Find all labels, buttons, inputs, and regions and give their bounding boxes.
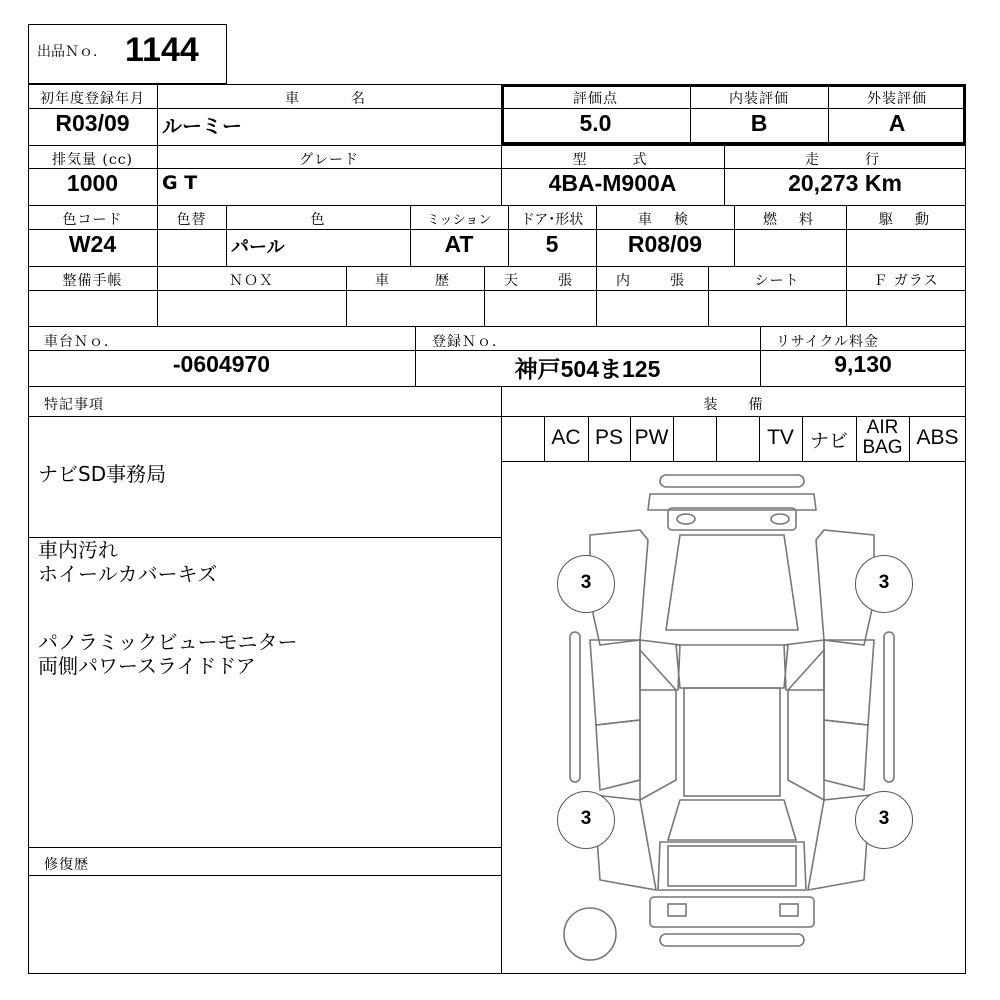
lot-number: 1144 — [125, 31, 199, 69]
exterior-score-value: A — [888, 110, 906, 136]
equipment-ps: PS — [594, 426, 623, 449]
exterior-score-label: 外装評価 — [867, 91, 927, 107]
equipment-navi: ナビ — [809, 430, 848, 452]
equipment-label: 装 備 — [703, 397, 764, 413]
roof-label: 天 張 — [504, 273, 576, 289]
note-line: ホイールカバーキズ — [38, 562, 218, 586]
car-name-value: ルーミー — [162, 114, 242, 138]
drive-label: 駆 動 — [879, 212, 933, 228]
displacement-value: 1000 — [66, 170, 119, 196]
grade-label: グレード — [299, 152, 359, 168]
lot-number-label: 出品Ｎｏ． — [37, 44, 107, 60]
recycle-fee-label: リサイクル料金 — [776, 334, 880, 350]
tire-front-left-value: 3 — [580, 572, 592, 593]
service-book-label: 整備手帳 — [62, 273, 123, 289]
displacement-label: 排気量 (cc) — [51, 152, 134, 168]
equipment-airbag: AIR BAG — [862, 417, 903, 458]
note-line: 車内汚れ — [38, 538, 118, 562]
equipment-ac: AC — [551, 426, 581, 449]
interior-trim-label: 内 張 — [616, 273, 688, 289]
tire-rear-left — [557, 791, 615, 849]
first-reg-value: R03/09 — [55, 110, 130, 136]
registration-value: 神戸504ま125 — [514, 356, 661, 382]
equipment-abs: ABS — [916, 426, 959, 449]
score-label: 評価点 — [573, 91, 618, 107]
tire-front-left — [557, 555, 615, 613]
chassis-label: 車台Ｎｏ． — [44, 334, 119, 350]
inspection-value: R08/09 — [627, 231, 703, 257]
repaint-label: 色替 — [176, 212, 207, 228]
notes-label: 特記事項 — [44, 397, 104, 413]
note-line: パノラミックビューモニター — [38, 630, 298, 654]
interior-score-value: B — [750, 110, 768, 136]
note-line: 両側パワースライドドア — [38, 654, 256, 678]
color-code-label: 色コード — [62, 212, 123, 228]
color-value: パール — [231, 237, 285, 258]
nox-label: ＮＯＸ — [229, 273, 274, 289]
recycle-fee-value: 9,130 — [834, 351, 892, 377]
registration-label: 登録Ｎｏ． — [432, 334, 507, 350]
tire-rear-left-value: 3 — [580, 808, 592, 829]
tire-rear-right-value: 3 — [878, 808, 890, 829]
grade-value: G T — [162, 172, 198, 194]
door-label: ドア･形状 — [520, 212, 584, 228]
tire-front-right — [855, 555, 913, 613]
color-code-value: W24 — [68, 231, 117, 257]
mileage-label: 走 行 — [805, 152, 885, 168]
mileage-value: 20,273 Km — [788, 170, 902, 196]
interior-score-label: 内装評価 — [729, 91, 789, 107]
car-body-diagram — [502, 462, 965, 973]
mission-value: AT — [444, 231, 474, 257]
score-value: 5.0 — [579, 110, 612, 136]
model-label: 型 式 — [572, 152, 653, 168]
inspection-label: 車 検 — [638, 212, 692, 228]
fuel-label: 燃 料 — [763, 212, 817, 228]
model-value: 4BA-M900A — [548, 170, 677, 196]
car-name-label: 車 名 — [285, 91, 373, 107]
color-label: 色 — [310, 212, 326, 228]
first-reg-label: 初年度登録年月 — [40, 91, 145, 107]
history-label: 車 歴 — [375, 273, 455, 289]
seat-label: シート — [754, 273, 800, 289]
tire-front-right-value: 3 — [878, 572, 890, 593]
mission-label: ミッション — [426, 213, 492, 228]
door-value: 5 — [545, 231, 559, 257]
chassis-value: -0604970 — [172, 351, 271, 377]
note-line: ナビSD事務局 — [38, 462, 167, 486]
repair-history-label: 修復歴 — [44, 857, 89, 873]
equipment-tv: TV — [767, 426, 794, 449]
lot-number-box — [28, 24, 227, 84]
tire-rear-right — [855, 791, 913, 849]
equipment-pw: PW — [634, 426, 669, 449]
front-glass-label: Ｆ ガラス — [873, 273, 939, 289]
